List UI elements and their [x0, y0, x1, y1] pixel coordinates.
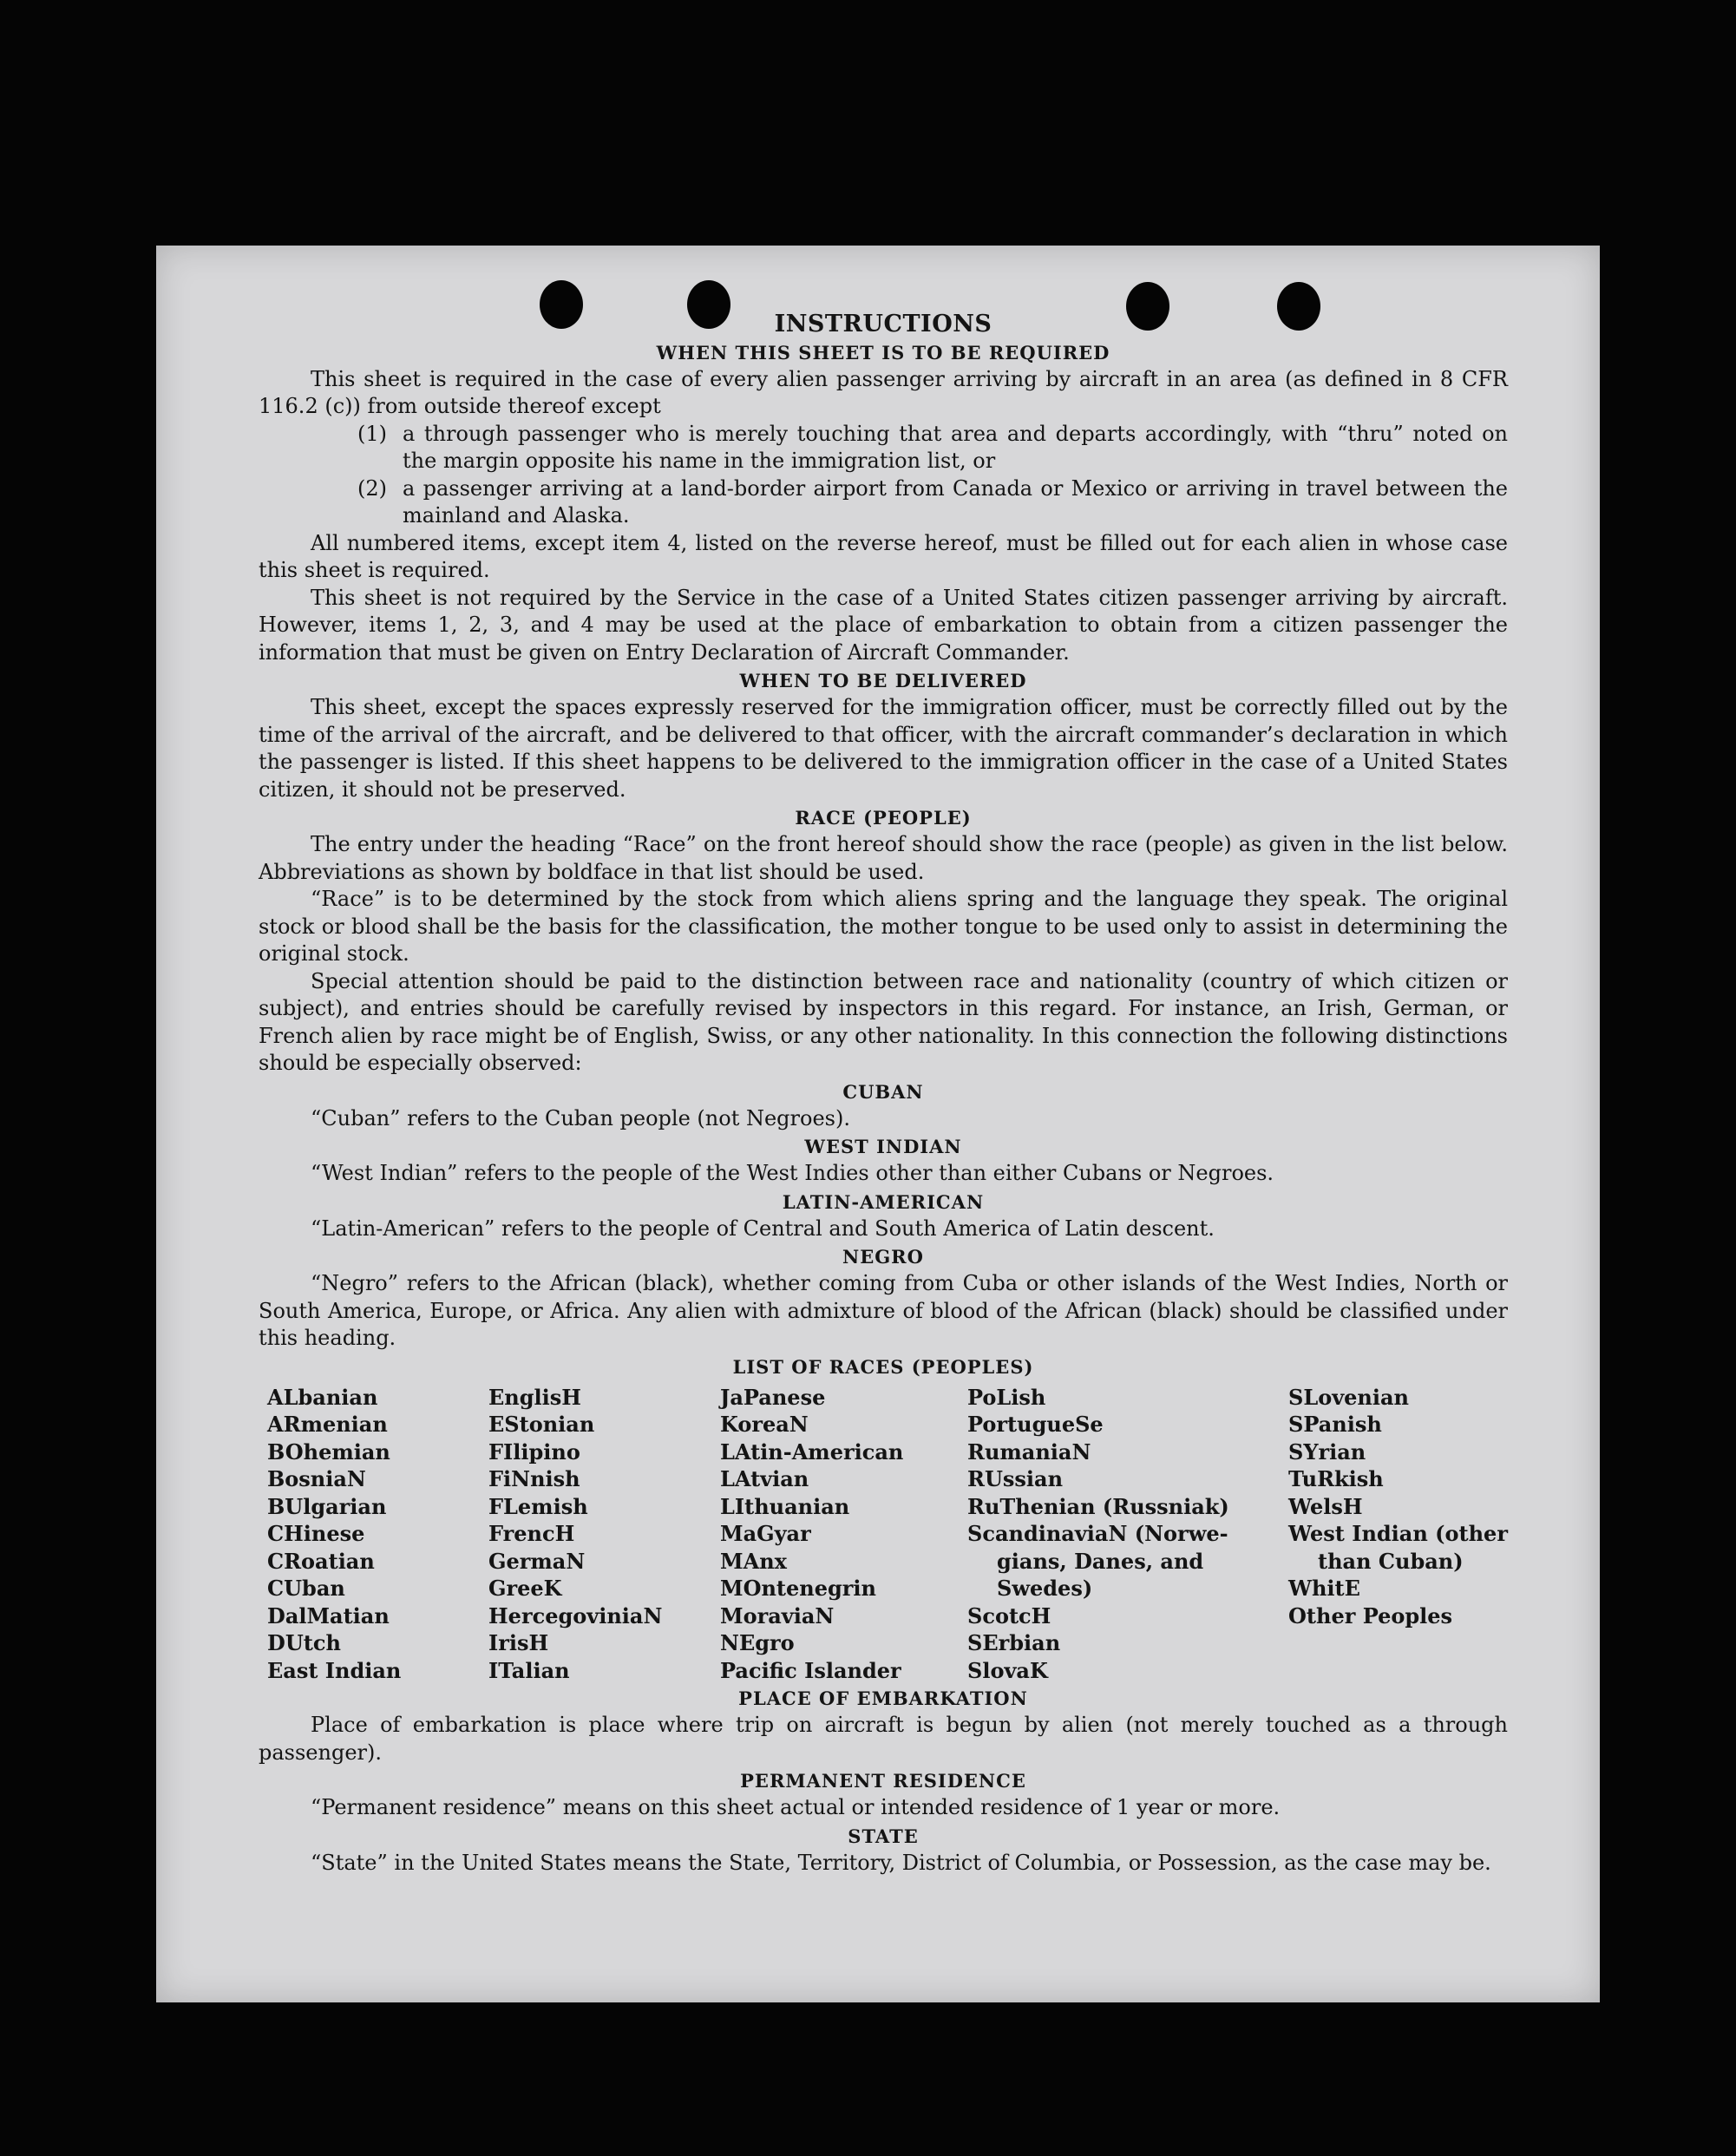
- race-entry: ITalian: [488, 1657, 570, 1683]
- race-entry: RUssian: [967, 1466, 1064, 1491]
- heading-west-indian: WEST INDIAN: [804, 1136, 962, 1157]
- paragraph: “West Indian” refers to the people of the West Indies other than either Cubans or Negroes.: [311, 1161, 1274, 1185]
- item-number: (1): [357, 421, 387, 446]
- race-entry: WhitE: [1288, 1576, 1360, 1601]
- race-entry: LAtvian: [720, 1466, 809, 1491]
- race-entry: FrencH: [488, 1521, 575, 1546]
- paragraph: “State” in the United States means the State, Territory, District of Columbia, or Possession, as the case may be.: [311, 1850, 1491, 1875]
- race-entry: CHinese: [267, 1521, 365, 1546]
- paragraph: All numbered items, except item 4, listed on the reverse hereof, must be filled out for each alien in whose case this sheet is required.: [259, 530, 1508, 582]
- race-entry: DUtch: [267, 1630, 341, 1655]
- instructions-content: [259, 311, 1508, 1877]
- races-column: [720, 1384, 967, 1685]
- race-entry: CRoatian: [267, 1548, 375, 1574]
- race-entry: SlovaK: [967, 1657, 1048, 1683]
- race-entry: FIlipino: [488, 1438, 580, 1465]
- race-entry: ScotcH: [967, 1602, 1051, 1628]
- list-item: [259, 475, 1508, 530]
- heading-negro: NEGRO: [842, 1246, 924, 1268]
- race-entry: SErbian: [967, 1630, 1061, 1655]
- list-item: [259, 421, 1508, 475]
- race-entry: SPanish: [1288, 1412, 1382, 1437]
- paragraph: “Cuban” refers to the Cuban people (not Negroes).: [311, 1105, 850, 1130]
- heading-embarkation: PLACE OF EMBARKATION: [738, 1687, 1028, 1709]
- race-entry: ScandinaviaN (Norwe-: [967, 1521, 1228, 1546]
- race-entry: East Indian: [267, 1657, 402, 1683]
- race-entry: BosniaN: [267, 1466, 366, 1491]
- race-entry: GermaN: [488, 1548, 586, 1574]
- race-entry: GreeK: [488, 1576, 562, 1601]
- race-entry: EStonian: [488, 1412, 595, 1437]
- paragraph: This sheet is required in the case of every alien passenger arriving by aircraft in an area (as defined in 8 CFR 116.2 (c)) from outside thereof except: [259, 366, 1508, 418]
- race-entry: than Cuban): [1318, 1548, 1464, 1574]
- race-entry: PoLish: [967, 1384, 1046, 1410]
- paragraph: This sheet, except the spaces expressly reserved for the immigration officer, must be correctly filled out by the time of the arrival of the aircraft, and be delivered to that officer, with the aircraft commander’s declaration in which the passenger is listed. If this sheet happens to be delivered to the immigration officer in the case of a United States citizen, it should not be preserved.: [259, 695, 1508, 802]
- race-entry: gians, Danes, and: [997, 1548, 1204, 1574]
- paragraph: Special attention should be paid to the distinction between race and nationality (country of which citizen or subject), and entries should be carefully revised by inspectors in this regard. For instance, an Irish, German, or French alien by race might be of English, Swiss, or any other nationality. In this connection the following distinctions should be especially observed:: [259, 968, 1508, 1075]
- race-entry: EnglisH: [488, 1384, 581, 1410]
- race-entry: ALbanian: [267, 1384, 378, 1410]
- heading-latin-american: LATIN-AMERICAN: [782, 1190, 985, 1213]
- item-number: (2): [357, 475, 387, 501]
- race-entry: LAtin-American: [720, 1438, 904, 1465]
- paragraph: Place of embarkation is place where trip on aircraft is begun by alien (not merely touched as a through passenger).: [259, 1713, 1508, 1765]
- race-entry: West Indian (other: [1288, 1521, 1508, 1546]
- heading-permanent-residence: PERMANENT RESIDENCE: [740, 1770, 1026, 1792]
- race-entry: ARmenian: [267, 1412, 388, 1437]
- heading-list-of-races: LIST OF RACES (PEOPLES): [732, 1355, 1034, 1378]
- race-entry: RuThenian (Russniak): [967, 1493, 1229, 1519]
- paragraph: “Negro” refers to the African (black), whether coming from Cuba or other islands of the West Indies, North or South America, Europe, or Africa. Any alien with admixture of blood of the African (black) should be classified under this heading.: [259, 1271, 1508, 1350]
- document-sheet: [156, 246, 1600, 2002]
- paragraph: The entry under the heading “Race” on the front hereof should show the race (people) as given in the list below. Abbreviations as shown by boldface in that list should be used.: [259, 832, 1508, 884]
- race-entry: KoreaN: [720, 1412, 809, 1437]
- races-column: [488, 1384, 720, 1685]
- race-entry: MAnx: [720, 1548, 787, 1574]
- race-entry: BUlgarian: [267, 1493, 387, 1519]
- race-entry: SYrian: [1288, 1438, 1366, 1465]
- heading-when-delivered: WHEN TO BE DELIVERED: [739, 670, 1027, 691]
- races-list: [267, 1384, 1508, 1685]
- races-column: [967, 1384, 1288, 1685]
- race-entry: HercegoviniaN: [488, 1602, 663, 1628]
- race-entry: CUban: [267, 1576, 345, 1601]
- race-entry: MaGyar: [720, 1521, 811, 1546]
- races-column: [1288, 1384, 1517, 1685]
- page-title: INSTRUCTIONS: [774, 311, 992, 337]
- race-entry: Other Peoples: [1288, 1602, 1453, 1628]
- race-entry: RumaniaN: [967, 1438, 1091, 1465]
- race-entry: DalMatian: [267, 1602, 390, 1628]
- heading-cuban: CUBAN: [842, 1080, 924, 1103]
- race-entry: MoraviaN: [720, 1602, 835, 1628]
- race-entry: Swedes): [997, 1576, 1093, 1601]
- race-entry: LIthuanian: [720, 1493, 850, 1519]
- heading-state: STATE: [848, 1825, 919, 1847]
- race-entry: TuRkish: [1288, 1466, 1384, 1491]
- heading-when-required: WHEN THIS SHEET IS TO BE REQUIRED: [656, 341, 1110, 364]
- race-entry: FiNnish: [488, 1466, 580, 1491]
- item-text: a through passenger who is merely touching that area and departs accordingly, with “thru” noted on the margin opposite his name in the immigration list, or: [403, 421, 1508, 473]
- paragraph: “Permanent residence” means on this sheet actual or intended residence of 1 year or more.: [311, 1795, 1281, 1819]
- heading-race: RACE (PEOPLE): [795, 807, 972, 829]
- race-entry: BOhemian: [267, 1438, 390, 1465]
- paragraph: This sheet is not required by the Service in the case of a United States citizen passenger arriving by aircraft. However, items 1, 2, 3, and 4 may be used at the place of embarkation to obtain from a citizen passenger the information that must be given on Entry Declaration of Aircraft Commander.: [259, 585, 1508, 665]
- race-entry: WelsH: [1288, 1493, 1363, 1519]
- races-column: [267, 1384, 488, 1685]
- race-entry: MOntenegrin: [720, 1576, 876, 1601]
- race-entry: JaPanese: [720, 1384, 826, 1410]
- race-entry: Pacific Islander: [720, 1657, 901, 1683]
- item-text: a passenger arriving at a land-border airport from Canada or Mexico or arriving in travel between the mainland and Alaska.: [403, 475, 1508, 528]
- race-entry: IrisH: [488, 1630, 549, 1655]
- race-entry: SLovenian: [1288, 1384, 1409, 1410]
- paragraph: “Race” is to be determined by the stock from which aliens spring and the language they speak. The original stock or blood shall be the basis for the classification, the mother tongue to be used only to assist in determining the original stock.: [259, 887, 1508, 966]
- race-entry: PortugueSe: [967, 1412, 1104, 1437]
- race-entry: FLemish: [488, 1493, 588, 1519]
- race-entry: NEgro: [720, 1630, 795, 1655]
- paragraph: “Latin-American” refers to the people of Central and South America of Latin descent.: [311, 1216, 1215, 1241]
